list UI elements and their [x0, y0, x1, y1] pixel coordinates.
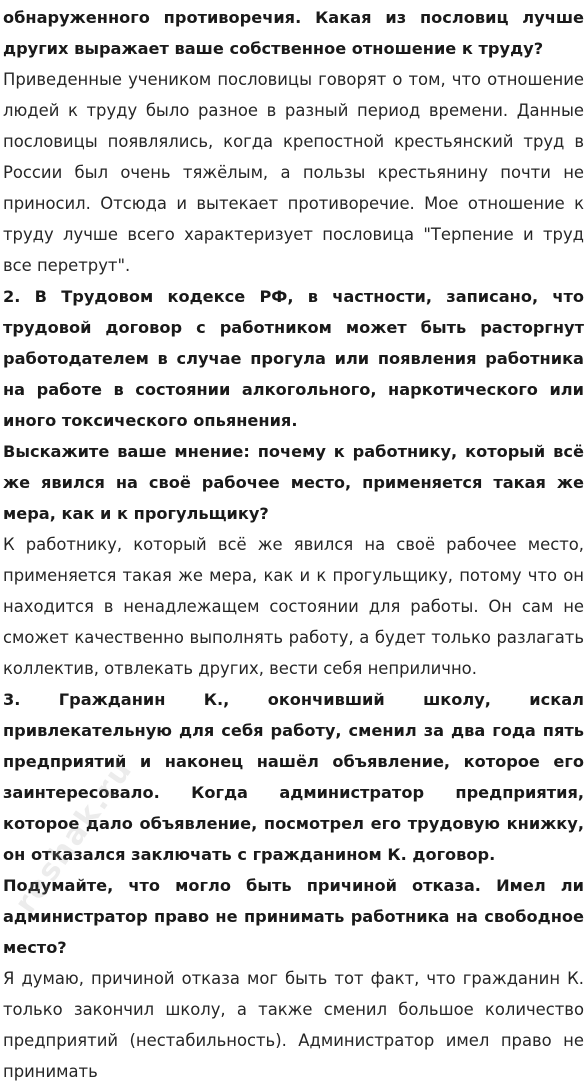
- answer-text: Приведенные учеником пословицы говорят о том, что отношение людей к труду было разное в разный период времени. Данные пословицы появлялись, когда крепостной крестьянский труд в России был очень тяжёлым, а пользы крестьянину почти не приносил. Отсюда и вытекает противоречие. Мое отношение к труду лучше всего характеризует пословица "Терпение и труд все перетрут".: [3, 70, 584, 275]
- question-text: Подумайте, что могло быть причиной отказа. Имел ли администратор право не принимать работника на свободное место?: [3, 876, 584, 957]
- question-text: обнаруженного противоречия. Какая из пословиц лучше других выражает ваше собственное отношение к труду?: [3, 8, 584, 58]
- question-text: 2. В Трудовом кодексе РФ, в частности, записано, что трудовой договор с работником может быть расторгнут работодателем в случае прогула или появления работника на работе в состоянии алкогольного, наркотического или иного токсического опьянения.: [3, 287, 584, 430]
- watermark-logo: reshak.ru: [8, 752, 140, 921]
- question-text: Выскажите ваше мнение: почему к работнику, который всё же явился на своё рабочее место, применяется такая же мера, как и к прогульщику?: [3, 442, 584, 523]
- question-text: 3. Гражданин К., окончивший школу, искал привлекательную для себя работу, сменил за два года пять предприятий и наконец нашёл объявление, которое его заинтересовало. Когда администратор предприятия, которое дало объявление, посмотрел его трудовую книжку, он отказался заключать с гражданином К. договор.: [3, 690, 584, 864]
- answer-text: Я думаю, причиной отказа мог быть тот факт, что гражданин К. только закончил школу, а также сменил большое количество предприятий (нестабильность). Администратор имел право не принимать: [3, 969, 584, 1081]
- answer-text: К работнику, который всё же явился на своё рабочее место, применяется такая же мера, как и к прогульщику, потому что он находится в ненадлежащем состоянии для работы. Он сам не сможет качественно выполнять работу, а будет только разлагать коллектив, отвлекать других, вести себя неприлично.: [3, 535, 584, 678]
